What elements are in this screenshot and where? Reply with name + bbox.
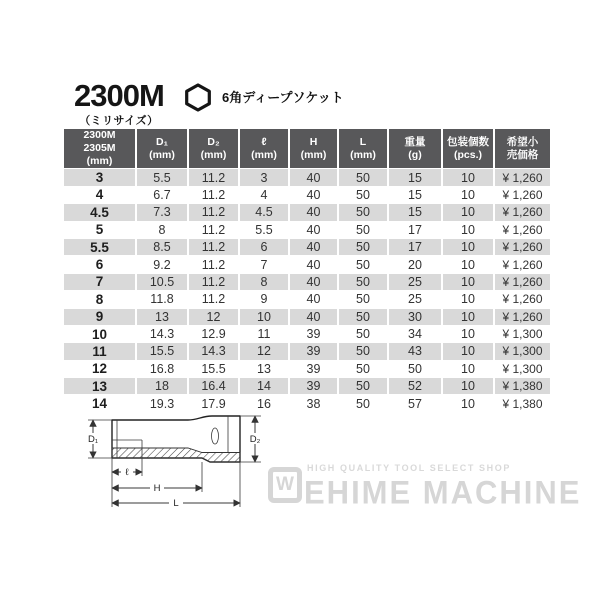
column-header: 包装個数 (pcs.) bbox=[443, 129, 493, 168]
column-header: 重量 (g) bbox=[389, 129, 441, 168]
table-cell: 13 bbox=[137, 309, 187, 325]
table-row bbox=[64, 309, 550, 325]
table-cell: 17.9 bbox=[189, 395, 238, 411]
column-header: 2300M 2305M (mm) bbox=[64, 129, 135, 168]
table-cell: 5.5 bbox=[137, 169, 187, 185]
table-cell: 14 bbox=[64, 395, 135, 411]
table-cell: 12 bbox=[189, 309, 238, 325]
table-cell: 10 bbox=[443, 395, 493, 411]
table-cell: 50 bbox=[339, 326, 387, 342]
product-header bbox=[74, 80, 164, 128]
table-cell: 16.4 bbox=[189, 378, 238, 394]
table-cell: 43 bbox=[389, 343, 441, 359]
table-cell: 20 bbox=[389, 256, 441, 272]
table-cell: 50 bbox=[339, 274, 387, 290]
socket-dimension-diagram bbox=[62, 408, 297, 522]
table-cell: ¥ 1,380 bbox=[495, 395, 550, 411]
table-row bbox=[64, 361, 550, 377]
table-cell: 14.3 bbox=[189, 343, 238, 359]
spec-table bbox=[62, 128, 552, 413]
table-cell: 8.5 bbox=[137, 239, 187, 255]
column-header: ℓ (mm) bbox=[240, 129, 288, 168]
dim-label-d2: D₂ bbox=[249, 434, 261, 445]
table-cell: 15 bbox=[389, 187, 441, 203]
watermark-brand: EHIME MACHINE bbox=[304, 474, 582, 511]
column-header: D₁ (mm) bbox=[137, 129, 187, 168]
table-cell: 10 bbox=[64, 326, 135, 342]
table-row bbox=[64, 222, 550, 238]
dim-label-l: L bbox=[173, 498, 179, 509]
table-cell: 15.5 bbox=[137, 343, 187, 359]
table-cell: 50 bbox=[339, 291, 387, 307]
dim-label-bore: ℓ bbox=[125, 467, 129, 478]
table-cell: 9 bbox=[64, 309, 135, 325]
table-cell: 40 bbox=[290, 169, 337, 185]
table-row bbox=[64, 204, 550, 220]
table-cell: 12 bbox=[64, 361, 135, 377]
table-cell: 10 bbox=[443, 343, 493, 359]
table-row bbox=[64, 169, 550, 185]
table-cell: ¥ 1,260 bbox=[495, 239, 550, 255]
table-cell: 13 bbox=[240, 361, 288, 377]
table-cell: 5 bbox=[64, 222, 135, 238]
table-cell: 40 bbox=[290, 309, 337, 325]
column-header: L (mm) bbox=[339, 129, 387, 168]
table-cell: 40 bbox=[290, 274, 337, 290]
table-cell: 4.5 bbox=[240, 204, 288, 220]
table-cell: 11.2 bbox=[189, 239, 238, 255]
table-cell: 11.2 bbox=[189, 169, 238, 185]
table-row bbox=[64, 291, 550, 307]
table-cell: ¥ 1,260 bbox=[495, 187, 550, 203]
table-cell: 38 bbox=[290, 395, 337, 411]
table-row bbox=[64, 187, 550, 203]
table-cell: 50 bbox=[339, 343, 387, 359]
product-size-note: （ミリサイズ） bbox=[79, 115, 159, 127]
product-type-label: 6角ディープソケット bbox=[222, 90, 344, 105]
table-cell: 11 bbox=[240, 326, 288, 342]
table-cell: 15 bbox=[389, 169, 441, 185]
table-cell: ¥ 1,300 bbox=[495, 326, 550, 342]
product-code: 2300M bbox=[74, 78, 164, 113]
table-cell: 25 bbox=[389, 291, 441, 307]
table-cell: ¥ 1,260 bbox=[495, 274, 550, 290]
table-cell: 6.7 bbox=[137, 187, 187, 203]
hexagon-icon bbox=[184, 83, 212, 112]
table-cell: 39 bbox=[290, 326, 337, 342]
table-cell: 10 bbox=[443, 291, 493, 307]
table-cell: 10 bbox=[443, 361, 493, 377]
table-cell: ¥ 1,260 bbox=[495, 222, 550, 238]
table-cell: 40 bbox=[290, 222, 337, 238]
table-body bbox=[64, 169, 550, 411]
table-row bbox=[64, 326, 550, 342]
table-cell: 13 bbox=[64, 378, 135, 394]
table-cell: 50 bbox=[339, 187, 387, 203]
column-header: D₂ (mm) bbox=[189, 129, 238, 168]
table-cell: 39 bbox=[290, 361, 337, 377]
table-cell: ¥ 1,260 bbox=[495, 169, 550, 185]
table-cell: 3 bbox=[240, 169, 288, 185]
table-cell: ¥ 1,300 bbox=[495, 343, 550, 359]
table-cell: 14 bbox=[240, 378, 288, 394]
table-cell: 39 bbox=[290, 378, 337, 394]
table-cell: ¥ 1,380 bbox=[495, 378, 550, 394]
table-cell: 12 bbox=[240, 343, 288, 359]
table-cell: ¥ 1,260 bbox=[495, 256, 550, 272]
table-cell: 6 bbox=[240, 239, 288, 255]
dim-label-h: H bbox=[153, 483, 161, 494]
table-cell: 34 bbox=[389, 326, 441, 342]
table-cell: 8 bbox=[64, 291, 135, 307]
table-cell: 50 bbox=[339, 378, 387, 394]
table-cell: 50 bbox=[339, 395, 387, 411]
table-cell: 50 bbox=[339, 239, 387, 255]
table-cell: 50 bbox=[339, 222, 387, 238]
table-cell: 39 bbox=[290, 343, 337, 359]
table-cell: 17 bbox=[389, 222, 441, 238]
table-cell: 10 bbox=[443, 239, 493, 255]
table-cell: 15 bbox=[389, 204, 441, 220]
table-cell: 10 bbox=[443, 326, 493, 342]
table-cell: 40 bbox=[290, 204, 337, 220]
table-cell: 50 bbox=[339, 256, 387, 272]
table-cell: 5.5 bbox=[240, 222, 288, 238]
table-row bbox=[64, 378, 550, 394]
table-cell: 14.3 bbox=[137, 326, 187, 342]
table-cell: 7.3 bbox=[137, 204, 187, 220]
column-header: H (mm) bbox=[290, 129, 337, 168]
watermark-monogram: W bbox=[276, 474, 294, 495]
table-cell: 57 bbox=[389, 395, 441, 411]
table-cell: 50 bbox=[339, 361, 387, 377]
table-cell: 10 bbox=[240, 309, 288, 325]
table-cell: ¥ 1,300 bbox=[495, 361, 550, 377]
table-cell: 12.9 bbox=[189, 326, 238, 342]
table-cell: 40 bbox=[290, 187, 337, 203]
table-cell: 4 bbox=[240, 187, 288, 203]
table-cell: 18 bbox=[137, 378, 187, 394]
table-cell: 40 bbox=[290, 239, 337, 255]
table-cell: 11.2 bbox=[189, 274, 238, 290]
table-cell: 10 bbox=[443, 274, 493, 290]
table-row bbox=[64, 343, 550, 359]
table-cell: 7 bbox=[64, 274, 135, 290]
table-cell: 17 bbox=[389, 239, 441, 255]
table-row bbox=[64, 256, 550, 272]
table-cell: 7 bbox=[240, 256, 288, 272]
dim-label-d1: D₁ bbox=[87, 434, 99, 445]
table-cell: 11.2 bbox=[189, 222, 238, 238]
table-cell: 19.3 bbox=[137, 395, 187, 411]
table-row bbox=[64, 274, 550, 290]
table-cell: 11.2 bbox=[189, 256, 238, 272]
table-cell: 10 bbox=[443, 204, 493, 220]
table-cell: 11.2 bbox=[189, 187, 238, 203]
table-cell: ¥ 1,260 bbox=[495, 291, 550, 307]
table-cell: 50 bbox=[339, 309, 387, 325]
table-cell: 16.8 bbox=[137, 361, 187, 377]
table-cell: 8 bbox=[240, 274, 288, 290]
table-cell: 30 bbox=[389, 309, 441, 325]
table-cell: 40 bbox=[290, 256, 337, 272]
table-cell: 3 bbox=[64, 169, 135, 185]
table-cell: 4.5 bbox=[64, 204, 135, 220]
table-cell: 9 bbox=[240, 291, 288, 307]
table-cell: 11 bbox=[64, 343, 135, 359]
table-cell: 11.2 bbox=[189, 291, 238, 307]
table-cell: 9.2 bbox=[137, 256, 187, 272]
table-cell: 10 bbox=[443, 222, 493, 238]
table-cell: 5.5 bbox=[64, 239, 135, 255]
table-cell: 8 bbox=[137, 222, 187, 238]
table-cell: 40 bbox=[290, 291, 337, 307]
table-cell: 4 bbox=[64, 187, 135, 203]
table-cell: 10 bbox=[443, 187, 493, 203]
table-cell: 50 bbox=[339, 204, 387, 220]
watermark-tagline: HIGH QUALITY TOOL SELECT SHOP bbox=[307, 463, 511, 473]
column-header: 希望小 売価格 bbox=[495, 129, 550, 168]
watermark-logo-icon bbox=[268, 467, 302, 503]
table-cell: 10 bbox=[443, 309, 493, 325]
table-cell: 11.8 bbox=[137, 291, 187, 307]
table-cell: 50 bbox=[389, 361, 441, 377]
table-cell: 10 bbox=[443, 378, 493, 394]
table-cell: 25 bbox=[389, 274, 441, 290]
table-cell: 11.2 bbox=[189, 204, 238, 220]
table-cell: ¥ 1,260 bbox=[495, 309, 550, 325]
table-cell: 15.5 bbox=[189, 361, 238, 377]
table-cell: 6 bbox=[64, 256, 135, 272]
table-cell: 50 bbox=[339, 169, 387, 185]
table-row bbox=[64, 239, 550, 255]
table-cell: 16 bbox=[240, 395, 288, 411]
table-cell: 52 bbox=[389, 378, 441, 394]
table-cell: 10 bbox=[443, 169, 493, 185]
table-cell: 10.5 bbox=[137, 274, 187, 290]
table-cell: ¥ 1,260 bbox=[495, 204, 550, 220]
table-cell: 10 bbox=[443, 256, 493, 272]
table-header-row bbox=[64, 129, 550, 168]
